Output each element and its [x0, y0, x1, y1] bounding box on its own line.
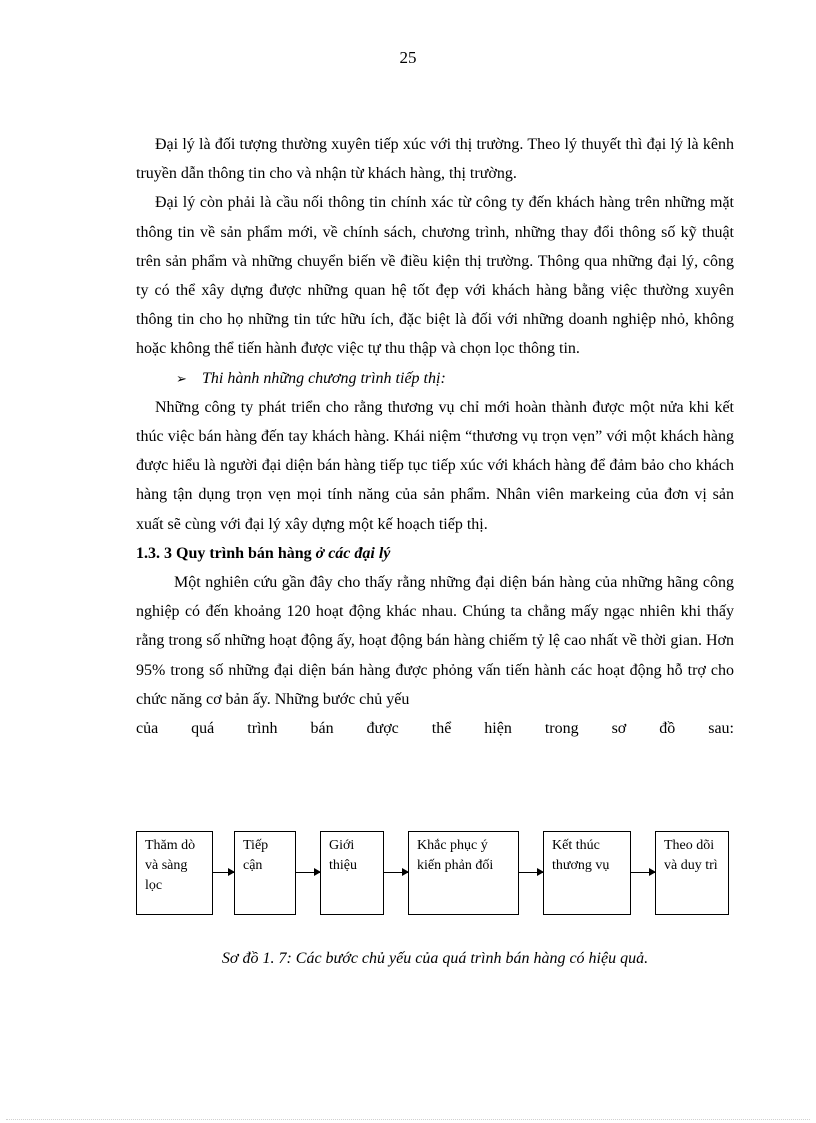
section-heading [136, 539, 734, 568]
diagram-step-box: Tiếp cận [234, 831, 296, 915]
bullet-item [136, 364, 734, 393]
paragraph: Đại lý còn phải là cầu nối thông tin chính xác từ công ty đến khách hàng trên những mặt thông tin về sản phẩm mới, về chính sách, chương trình, những thay đổi thông số kỹ thuật trên sản phẩm và những chuyển biến về điều kiện thị trường. Thông qua những đại lý, công ty có thể xây dựng được những quan hệ tốt đẹp với khách hàng bằng việc thường xuyên thông tin cho họ những tin tức hữu ích, đặc biệt là đối với những doanh nghiệp nhỏ, không hoặc không thể tiến hành được việc tự thu thập và chọn lọc thông tin. [136, 194, 734, 358]
document-body [136, 130, 734, 743]
diagram-step-box: Giới thiệu [320, 831, 384, 915]
arrow-right-icon [296, 872, 320, 873]
arrow-bullet-icon: ➢ [176, 370, 187, 386]
paragraph: Một nghiên cứu gần đây cho thấy rằng những đại diện bán hàng của những hãng công nghiệp có đến khoảng 120 hoạt động khác nhau. Chúng ta chẳng mấy ngạc nhiên khi thấy rằng trong số những hoạt động ấy, hoạt động bán hàng chiếm tỷ lệ cao nhất về thời gian. Hơn 95% trong số những đại diện bán hàng được phỏng vấn tiến hành các hoạt động hỗ trợ cho chức năng cơ bản ấy. Những bước chủ yếu [136, 574, 734, 708]
arrow-right-icon [213, 872, 234, 873]
diagram-step-box: Theo dõi và duy trì [655, 831, 729, 915]
paragraph: Đại lý là đối tượng thường xuyên tiếp xúc với thị trường. Theo lý thuyết thì đại lý là kênh truyền dẫn thông tin cho và nhận từ khách hàng, thị trường. [136, 136, 734, 183]
section-heading-italic: ở các đại lý [315, 544, 391, 562]
diagram-caption: Sơ đồ 1. 7: Các bước chủ yếu của quá trình bán hàng có hiệu quả. [221, 950, 649, 967]
paragraph: Những công ty phát triển cho rằng thương vụ chỉ mới hoàn thành được một nửa khi kết thúc việc bán hàng đến tay khách hàng. Khái niệm “thương vụ trọn vẹn” với một khách hàng được hiểu là người đại diện bán hàng tiếp tục tiếp xúc với khách hàng để đảm bảo cho khách hàng tận dụng trọn vẹn mọi tính năng của sản phẩm. Nhân viên markeing của đơn vị sản xuất sẽ cùng với đại lý xây dựng một kế hoạch tiếp thị. [136, 398, 734, 533]
diagram-step-box: Kết thúc thương vụ [543, 831, 631, 915]
arrow-right-icon [384, 872, 408, 873]
paragraph-last-line: của quá trình bán được thể hiện trong sơ đồ sau: [136, 720, 734, 738]
diagram-step-box: Thăm dò và sàng lọc [136, 831, 213, 915]
diagram-step-box: Khắc phục ý kiến phản đối [408, 831, 519, 915]
page-divider [6, 1119, 810, 1120]
section-heading-text: 1.3. 3 Quy trình bán hàng [136, 544, 316, 562]
arrow-right-icon [519, 872, 543, 873]
page-number: 25 [399, 48, 417, 67]
bullet-text: Thi hành những chương trình tiếp thị: [202, 369, 446, 387]
arrow-right-icon [631, 872, 655, 873]
